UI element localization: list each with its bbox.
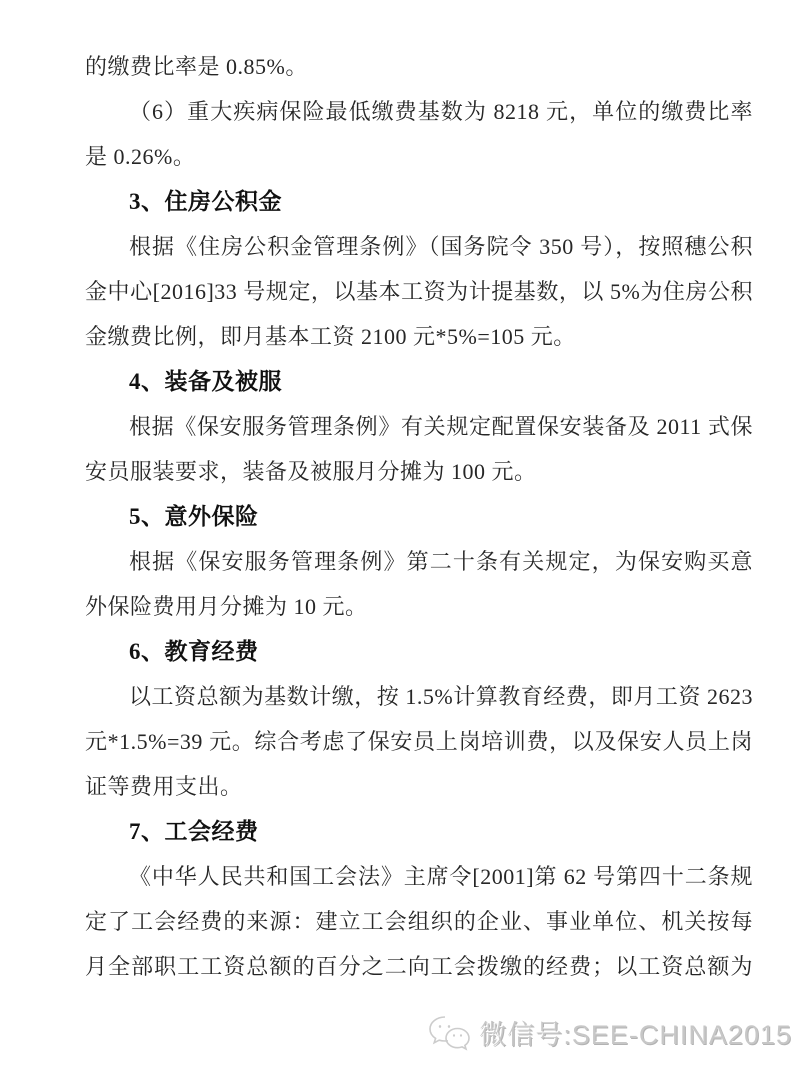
wechat-watermark <box>427 1013 792 1052</box>
section-heading: 4、装备及被服 <box>129 369 282 394</box>
text-line: 安员服装要求，装备及被服月分摊为 100 元。 <box>85 459 537 484</box>
text-line: 定了工会经费的来源：建立工会组织的企业、事业单位、机关按每 <box>85 909 753 934</box>
section-heading: 6、教育经费 <box>129 639 259 664</box>
section-heading: 3、住房公积金 <box>129 189 282 214</box>
wechat-icon <box>427 1014 471 1052</box>
text-line: 金缴费比例，即月基本工资 2100 元*5%=105 元。 <box>85 324 576 349</box>
text-line: 金中心[2016]33 号规定，以基本工资为计提基数，以 5%为住房公积 <box>85 279 753 304</box>
section-heading: 7、工会经费 <box>129 819 259 844</box>
text-line: 元*1.5%=39 元。综合考虑了保安员上岗培训费，以及保安人员上岗 <box>85 729 753 754</box>
text-line: 根据《住房公积金管理条例》（国务院令 350 号），按照穗公积 <box>129 234 753 259</box>
text-line: 外保险费用月分摊为 10 元。 <box>85 594 368 619</box>
text-line: 根据《保安服务管理条例》第二十条有关规定，为保安购买意 <box>129 549 753 574</box>
document-body <box>85 44 753 989</box>
text-line: 《中华人民共和国工会法》主席令[2001]第 62 号第四十二条规 <box>129 864 753 889</box>
text-line: 证等费用支出。 <box>85 774 243 799</box>
text-line: 的缴费比率是 0.85%。 <box>85 54 308 79</box>
wechat-id-text: 微信号:SEE-CHINA2015 <box>479 1020 792 1050</box>
text-line: 根据《保安服务管理条例》有关规定配置保安装备及 2011 式保 <box>129 414 753 439</box>
text-line: 月全部职工工资总额的百分之二向工会拨缴的经费；以工资总额为 <box>85 954 753 979</box>
text-line: 以工资总额为基数计缴，按 1.5%计算教育经费，即月工资 2623 <box>129 684 753 709</box>
text-line: 是 0.26%。 <box>85 144 196 169</box>
section-heading: 5、意外保险 <box>129 504 259 529</box>
text-line: （6）重大疾病保险最低缴费基数为 8218 元，单位的缴费比率 <box>129 99 753 124</box>
